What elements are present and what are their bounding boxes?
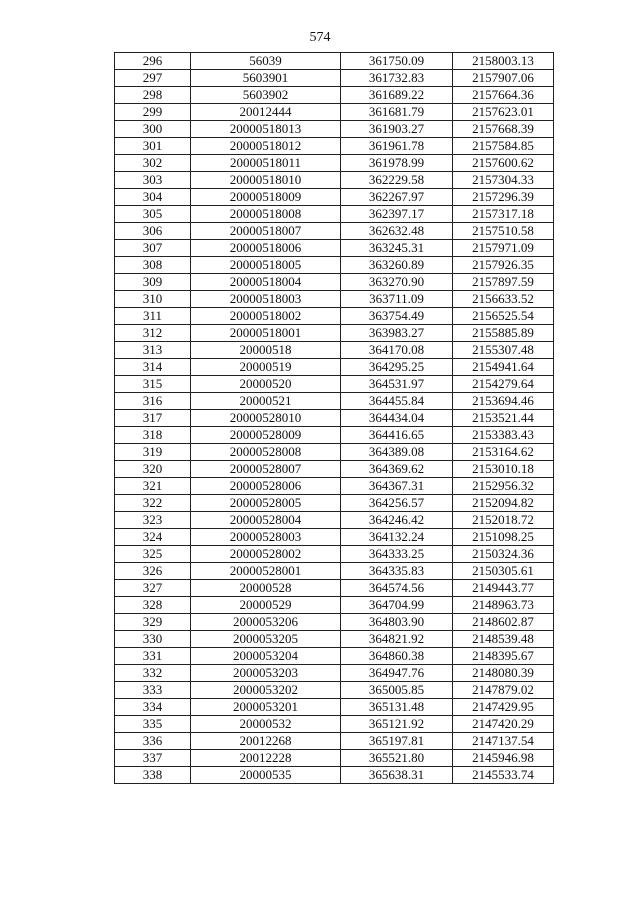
row-number-cell: 320 [115, 461, 191, 478]
point-id-cell: 5603901 [191, 70, 341, 87]
row-number-cell: 303 [115, 172, 191, 189]
x-coordinate-cell: 362397.17 [341, 206, 453, 223]
table-row [115, 614, 554, 631]
x-coordinate-cell: 364821.92 [341, 631, 453, 648]
table-row [115, 648, 554, 665]
row-number-cell: 338 [115, 767, 191, 784]
x-coordinate-cell: 363711.09 [341, 291, 453, 308]
y-coordinate-cell: 2155885.89 [453, 325, 554, 342]
point-id-cell: 20000518004 [191, 274, 341, 291]
table-row [115, 359, 554, 376]
point-id-cell: 20000518 [191, 342, 341, 359]
y-coordinate-cell: 2155307.48 [453, 342, 554, 359]
x-coordinate-cell: 364531.97 [341, 376, 453, 393]
table-row [115, 376, 554, 393]
x-coordinate-cell: 363270.90 [341, 274, 453, 291]
x-coordinate-cell: 364333.25 [341, 546, 453, 563]
y-coordinate-cell: 2153694.46 [453, 393, 554, 410]
y-coordinate-cell: 2157584.85 [453, 138, 554, 155]
x-coordinate-cell: 364455.84 [341, 393, 453, 410]
table-row [115, 206, 554, 223]
table-row [115, 393, 554, 410]
table-row [115, 53, 554, 70]
row-number-cell: 332 [115, 665, 191, 682]
table-row [115, 155, 554, 172]
point-id-cell: 20000518005 [191, 257, 341, 274]
row-number-cell: 309 [115, 274, 191, 291]
x-coordinate-cell: 363245.31 [341, 240, 453, 257]
x-coordinate-cell: 361961.78 [341, 138, 453, 155]
table-row [115, 529, 554, 546]
row-number-cell: 312 [115, 325, 191, 342]
x-coordinate-cell: 361689.22 [341, 87, 453, 104]
y-coordinate-cell: 2156525.54 [453, 308, 554, 325]
y-coordinate-cell: 2153521.44 [453, 410, 554, 427]
table-row [115, 699, 554, 716]
row-number-cell: 334 [115, 699, 191, 716]
point-id-cell: 2000053202 [191, 682, 341, 699]
y-coordinate-cell: 2157664.36 [453, 87, 554, 104]
y-coordinate-cell: 2152956.32 [453, 478, 554, 495]
row-number-cell: 313 [115, 342, 191, 359]
row-number-cell: 333 [115, 682, 191, 699]
table-row [115, 597, 554, 614]
x-coordinate-cell: 361732.83 [341, 70, 453, 87]
y-coordinate-cell: 2156633.52 [453, 291, 554, 308]
y-coordinate-cell: 2147420.29 [453, 716, 554, 733]
y-coordinate-cell: 2145946.98 [453, 750, 554, 767]
table-row [115, 87, 554, 104]
table-row [115, 580, 554, 597]
row-number-cell: 327 [115, 580, 191, 597]
point-id-cell: 2000053206 [191, 614, 341, 631]
x-coordinate-cell: 364246.42 [341, 512, 453, 529]
y-coordinate-cell: 2157600.62 [453, 155, 554, 172]
point-id-cell: 20000528008 [191, 444, 341, 461]
table-row [115, 512, 554, 529]
table-row [115, 104, 554, 121]
y-coordinate-cell: 2157971.09 [453, 240, 554, 257]
x-coordinate-cell: 364574.56 [341, 580, 453, 597]
table-row [115, 478, 554, 495]
table-row [115, 682, 554, 699]
point-id-cell: 20000520 [191, 376, 341, 393]
point-id-cell: 5603902 [191, 87, 341, 104]
row-number-cell: 296 [115, 53, 191, 70]
x-coordinate-cell: 361750.09 [341, 53, 453, 70]
x-coordinate-cell: 364416.65 [341, 427, 453, 444]
table-row [115, 665, 554, 682]
point-id-cell: 20000528007 [191, 461, 341, 478]
x-coordinate-cell: 364367.31 [341, 478, 453, 495]
point-id-cell: 20000518010 [191, 172, 341, 189]
y-coordinate-cell: 2154941.64 [453, 359, 554, 376]
x-coordinate-cell: 365121.92 [341, 716, 453, 733]
row-number-cell: 335 [115, 716, 191, 733]
y-coordinate-cell: 2148539.48 [453, 631, 554, 648]
row-number-cell: 336 [115, 733, 191, 750]
x-coordinate-cell: 364170.08 [341, 342, 453, 359]
point-id-cell: 20000518007 [191, 223, 341, 240]
y-coordinate-cell: 2147137.54 [453, 733, 554, 750]
y-coordinate-cell: 2151098.25 [453, 529, 554, 546]
table-row [115, 461, 554, 478]
point-id-cell: 20000518002 [191, 308, 341, 325]
point-id-cell: 20000528002 [191, 546, 341, 563]
table-row [115, 172, 554, 189]
point-id-cell: 20000528005 [191, 495, 341, 512]
row-number-cell: 306 [115, 223, 191, 240]
row-number-cell: 301 [115, 138, 191, 155]
row-number-cell: 307 [115, 240, 191, 257]
table-row [115, 767, 554, 784]
row-number-cell: 302 [115, 155, 191, 172]
y-coordinate-cell: 2153383.43 [453, 427, 554, 444]
y-coordinate-cell: 2157296.39 [453, 189, 554, 206]
row-number-cell: 337 [115, 750, 191, 767]
row-number-cell: 297 [115, 70, 191, 87]
row-number-cell: 298 [115, 87, 191, 104]
table-row [115, 223, 554, 240]
y-coordinate-cell: 2157317.18 [453, 206, 554, 223]
row-number-cell: 316 [115, 393, 191, 410]
row-number-cell: 328 [115, 597, 191, 614]
table-row [115, 631, 554, 648]
x-coordinate-cell: 361903.27 [341, 121, 453, 138]
table-row [115, 427, 554, 444]
y-coordinate-cell: 2157623.01 [453, 104, 554, 121]
row-number-cell: 319 [115, 444, 191, 461]
y-coordinate-cell: 2147429.95 [453, 699, 554, 716]
x-coordinate-cell: 364434.04 [341, 410, 453, 427]
table-row [115, 716, 554, 733]
row-number-cell: 314 [115, 359, 191, 376]
y-coordinate-cell: 2153164.62 [453, 444, 554, 461]
y-coordinate-cell: 2152094.82 [453, 495, 554, 512]
y-coordinate-cell: 2152018.72 [453, 512, 554, 529]
row-number-cell: 317 [115, 410, 191, 427]
point-id-cell: 20000529 [191, 597, 341, 614]
point-id-cell: 20000532 [191, 716, 341, 733]
x-coordinate-cell: 364389.08 [341, 444, 453, 461]
x-coordinate-cell: 364132.24 [341, 529, 453, 546]
point-id-cell: 20012228 [191, 750, 341, 767]
point-id-cell: 2000053201 [191, 699, 341, 716]
point-id-cell: 56039 [191, 53, 341, 70]
row-number-cell: 304 [115, 189, 191, 206]
row-number-cell: 300 [115, 121, 191, 138]
y-coordinate-cell: 2145533.74 [453, 767, 554, 784]
point-id-cell: 20000519 [191, 359, 341, 376]
x-coordinate-cell: 364369.62 [341, 461, 453, 478]
x-coordinate-cell: 365197.81 [341, 733, 453, 750]
table-row [115, 444, 554, 461]
y-coordinate-cell: 2148395.67 [453, 648, 554, 665]
y-coordinate-cell: 2157926.35 [453, 257, 554, 274]
y-coordinate-cell: 2157304.33 [453, 172, 554, 189]
y-coordinate-cell: 2150305.61 [453, 563, 554, 580]
x-coordinate-cell: 364295.25 [341, 359, 453, 376]
table-row [115, 410, 554, 427]
point-id-cell: 20000518003 [191, 291, 341, 308]
coordinates-table [114, 52, 554, 784]
page-number: 574 [309, 30, 331, 45]
x-coordinate-cell: 364947.76 [341, 665, 453, 682]
x-coordinate-cell: 365521.80 [341, 750, 453, 767]
point-id-cell: 20000528003 [191, 529, 341, 546]
point-id-cell: 20012444 [191, 104, 341, 121]
point-id-cell: 2000053203 [191, 665, 341, 682]
y-coordinate-cell: 2157510.58 [453, 223, 554, 240]
row-number-cell: 315 [115, 376, 191, 393]
y-coordinate-cell: 2153010.18 [453, 461, 554, 478]
x-coordinate-cell: 362229.58 [341, 172, 453, 189]
row-number-cell: 311 [115, 308, 191, 325]
x-coordinate-cell: 363754.49 [341, 308, 453, 325]
x-coordinate-cell: 364335.83 [341, 563, 453, 580]
point-id-cell: 20000518009 [191, 189, 341, 206]
x-coordinate-cell: 363260.89 [341, 257, 453, 274]
row-number-cell: 329 [115, 614, 191, 631]
point-id-cell: 20012268 [191, 733, 341, 750]
point-id-cell: 20000518012 [191, 138, 341, 155]
point-id-cell: 20000518006 [191, 240, 341, 257]
row-number-cell: 299 [115, 104, 191, 121]
table-row [115, 546, 554, 563]
point-id-cell: 20000518013 [191, 121, 341, 138]
row-number-cell: 318 [115, 427, 191, 444]
table-row [115, 291, 554, 308]
point-id-cell: 20000528 [191, 580, 341, 597]
x-coordinate-cell: 363983.27 [341, 325, 453, 342]
row-number-cell: 326 [115, 563, 191, 580]
y-coordinate-cell: 2157907.06 [453, 70, 554, 87]
point-id-cell: 20000518011 [191, 155, 341, 172]
y-coordinate-cell: 2158003.13 [453, 53, 554, 70]
x-coordinate-cell: 362632.48 [341, 223, 453, 240]
point-id-cell: 20000528006 [191, 478, 341, 495]
point-id-cell: 20000535 [191, 767, 341, 784]
y-coordinate-cell: 2154279.64 [453, 376, 554, 393]
row-number-cell: 305 [115, 206, 191, 223]
table-row [115, 274, 554, 291]
point-id-cell: 20000528009 [191, 427, 341, 444]
y-coordinate-cell: 2150324.36 [453, 546, 554, 563]
y-coordinate-cell: 2147879.02 [453, 682, 554, 699]
table-row [115, 342, 554, 359]
point-id-cell: 20000521 [191, 393, 341, 410]
row-number-cell: 324 [115, 529, 191, 546]
x-coordinate-cell: 365005.85 [341, 682, 453, 699]
row-number-cell: 325 [115, 546, 191, 563]
table-row [115, 257, 554, 274]
y-coordinate-cell: 2148602.87 [453, 614, 554, 631]
table-row [115, 121, 554, 138]
table-row [115, 308, 554, 325]
row-number-cell: 330 [115, 631, 191, 648]
point-id-cell: 20000518008 [191, 206, 341, 223]
x-coordinate-cell: 362267.97 [341, 189, 453, 206]
y-coordinate-cell: 2157668.39 [453, 121, 554, 138]
table-row [115, 325, 554, 342]
point-id-cell: 20000518001 [191, 325, 341, 342]
row-number-cell: 331 [115, 648, 191, 665]
y-coordinate-cell: 2148963.73 [453, 597, 554, 614]
x-coordinate-cell: 364704.99 [341, 597, 453, 614]
y-coordinate-cell: 2149443.77 [453, 580, 554, 597]
x-coordinate-cell: 361681.79 [341, 104, 453, 121]
row-number-cell: 310 [115, 291, 191, 308]
y-coordinate-cell: 2148080.39 [453, 665, 554, 682]
row-number-cell: 322 [115, 495, 191, 512]
table-row [115, 750, 554, 767]
x-coordinate-cell: 364803.90 [341, 614, 453, 631]
row-number-cell: 321 [115, 478, 191, 495]
x-coordinate-cell: 365638.31 [341, 767, 453, 784]
point-id-cell: 20000528004 [191, 512, 341, 529]
table-row [115, 240, 554, 257]
row-number-cell: 308 [115, 257, 191, 274]
row-number-cell: 323 [115, 512, 191, 529]
coordinates-table-body [115, 53, 554, 784]
table-row [115, 138, 554, 155]
table-row [115, 563, 554, 580]
y-coordinate-cell: 2157897.59 [453, 274, 554, 291]
table-row [115, 189, 554, 206]
x-coordinate-cell: 361978.99 [341, 155, 453, 172]
x-coordinate-cell: 364860.38 [341, 648, 453, 665]
table-row [115, 495, 554, 512]
x-coordinate-cell: 364256.57 [341, 495, 453, 512]
point-id-cell: 20000528010 [191, 410, 341, 427]
x-coordinate-cell: 365131.48 [341, 699, 453, 716]
table-row [115, 733, 554, 750]
table-row [115, 70, 554, 87]
point-id-cell: 2000053205 [191, 631, 341, 648]
point-id-cell: 20000528001 [191, 563, 341, 580]
point-id-cell: 2000053204 [191, 648, 341, 665]
